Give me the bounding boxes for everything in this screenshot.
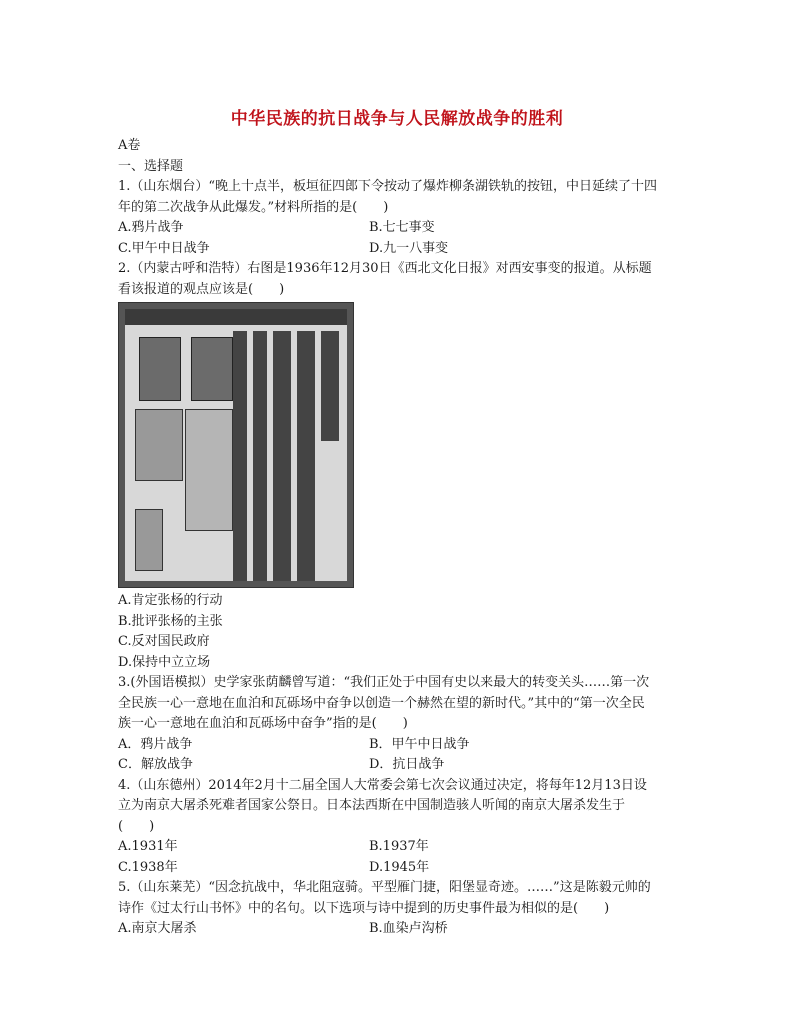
question-5 xyxy=(118,878,678,940)
question-text: 全民族一心一意地在血泊和瓦砾场中奋争以创造一个赫然在望的新时代。”其中的“第一次全民 xyxy=(118,695,645,711)
question-2 xyxy=(118,259,678,673)
options xyxy=(118,218,678,259)
page-title: 中华民族的抗日战争与人民解放战争的胜利 xyxy=(230,109,564,129)
option-b: B．甲午中日战争 xyxy=(369,736,470,752)
option-b: B.批评张杨的主张 xyxy=(118,613,223,629)
document-body xyxy=(118,136,678,940)
question-3 xyxy=(118,673,678,776)
headline-columns xyxy=(229,331,339,581)
option-a: A.1931年 xyxy=(118,839,178,854)
newspaper-image xyxy=(118,302,354,588)
option-b: B.1937年 xyxy=(369,839,429,854)
question-text: 诗作《过太行山书怀》中的名句。以下选项与诗中提到的历史事件最为相似的是( ) xyxy=(118,900,610,916)
portrait-photo xyxy=(139,337,181,401)
option-a: A.鸦片战争 xyxy=(118,220,184,235)
option-d: D.保持中立立场 xyxy=(118,654,211,670)
option-c: C．解放战争 xyxy=(118,757,193,772)
question-text: 年的第二次战争从此爆发。”材料所指的是( ) xyxy=(118,199,389,215)
question-text: 4.（山东德州）2014年2月十二届全国人大常委会第七次会议通过决定，将每年12月13日设 xyxy=(118,777,647,793)
question-text: 立为南京大屠杀死难者国家公祭日。日本法西斯在中国制造骇人听闻的南京大屠杀发生于 xyxy=(118,798,626,813)
option-c: C.1938年 xyxy=(118,859,178,875)
volume-label: A卷 xyxy=(118,138,141,153)
option-a: A.肯定张杨的行动 xyxy=(118,593,223,608)
question-1 xyxy=(118,177,678,259)
question-text: 5.（山东莱芜）“因念抗战中，华北阻寇骑。平型雁门捷，阳堡显奇迹。……”这是陈毅元帅的 xyxy=(118,880,651,895)
question-text: ( ) xyxy=(118,818,155,834)
option-b: B.血染卢沟桥 xyxy=(369,921,448,936)
options xyxy=(118,919,678,940)
option-d: D.1945年 xyxy=(369,859,430,875)
question-text: 3.(外国语模拟）史学家张荫麟曾写道：“我们正处于中国有史以来最大的转变关头……第一次 xyxy=(118,675,650,690)
option-c: C.反对国民政府 xyxy=(118,634,210,649)
option-d: D．抗日战争 xyxy=(369,757,445,772)
question-text: 看该报道的观点应该是( ) xyxy=(118,281,285,297)
option-b: B.七七事变 xyxy=(369,220,435,235)
question-4 xyxy=(118,776,678,879)
options xyxy=(118,735,678,776)
options xyxy=(118,837,678,878)
question-text: 1.（山东烟台）“晚上十点半，板垣征四郎下令按动了爆炸柳条湖铁轨的按钮，中日延续了十四 xyxy=(118,179,658,194)
option-a: A.南京大屠杀 xyxy=(118,921,197,936)
option-a: A．鸦片战争 xyxy=(118,736,193,752)
section-heading: 一、选择题 xyxy=(118,158,184,174)
question-text: 2.（内蒙古呼和浩特）右图是1936年12月30日《西北文化日报》对西安事变的报道。从标题 xyxy=(118,261,652,276)
question-text: 族一心一意地在血泊和瓦砾场中奋争”指的是( ) xyxy=(118,716,408,731)
option-c: C.甲午中日战争 xyxy=(118,240,210,256)
portrait-photo xyxy=(191,337,233,401)
option-d: D.九一八事变 xyxy=(369,240,449,256)
